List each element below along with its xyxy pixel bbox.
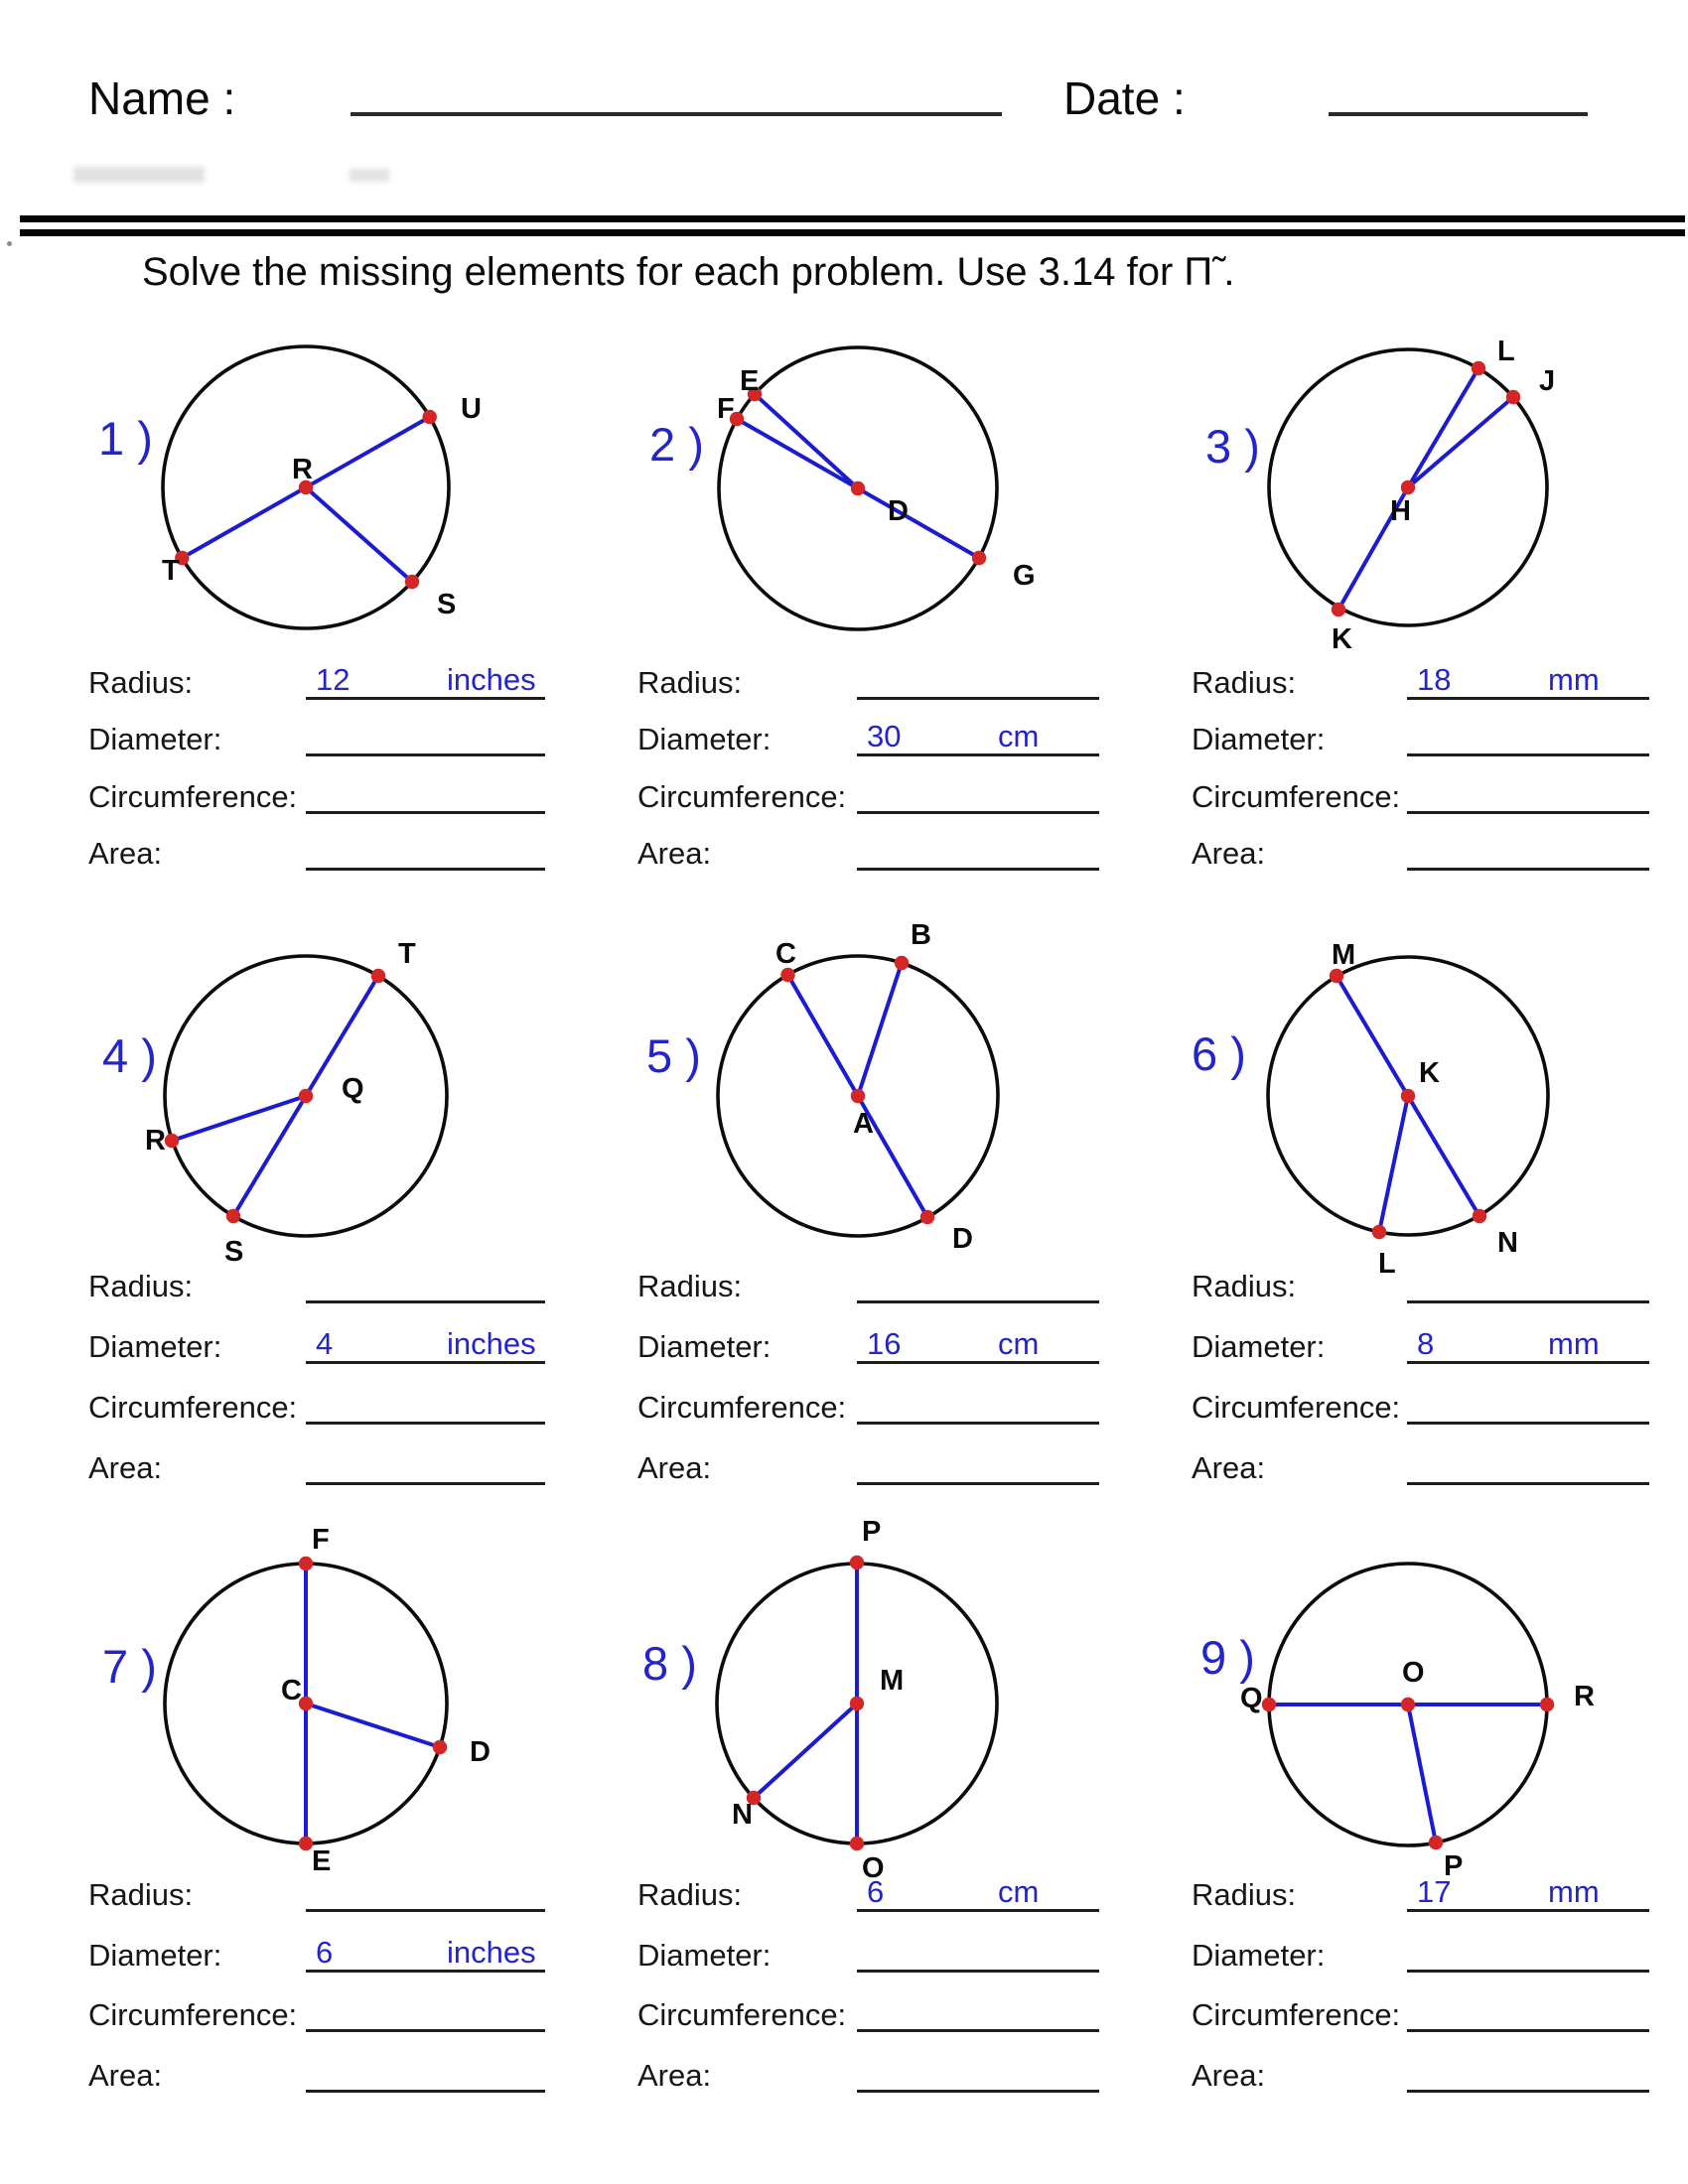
answer-line[interactable] (857, 868, 1099, 871)
radius-segment-line (788, 975, 859, 1096)
point-label: T (162, 555, 180, 587)
field-row (1192, 1990, 1649, 2032)
radius-segment-line (172, 1096, 306, 1141)
field-row (88, 1322, 545, 1364)
point-label: C (775, 938, 796, 970)
field-label: Radius: (1192, 1877, 1297, 1912)
field-label: Area: (88, 1450, 163, 1485)
field-row (1192, 1383, 1649, 1425)
point-label: G (1013, 560, 1036, 592)
answer-unit: cm (998, 1874, 1040, 1909)
field-label: Circumference: (88, 779, 298, 814)
field-row (637, 772, 1099, 814)
point-dot (850, 1837, 864, 1850)
point-dot (405, 575, 419, 589)
field-row (88, 1990, 545, 2032)
field-row (637, 1262, 1099, 1303)
point-dot (850, 1556, 864, 1570)
field-label: Area: (637, 1450, 712, 1485)
point-dot (920, 1210, 934, 1224)
radius-segment-line (1379, 1096, 1408, 1232)
answer-line[interactable] (306, 1361, 545, 1364)
point-dot (1506, 390, 1520, 404)
answer-unit: mm (1548, 1874, 1600, 1909)
point-dot (299, 1557, 313, 1570)
answer-line[interactable] (857, 1300, 1099, 1303)
answer-line[interactable] (1407, 811, 1649, 814)
field-label: Diameter: (637, 1329, 772, 1364)
point-dot (1473, 1209, 1486, 1223)
point-label: S (437, 589, 457, 620)
field-row (88, 715, 545, 756)
answer-unit: inches (447, 662, 536, 697)
field-label: Area: (1192, 1450, 1266, 1485)
radius-segment-line (306, 487, 412, 582)
point-dot (1332, 603, 1345, 616)
answer-line[interactable] (1407, 1422, 1649, 1425)
point-label: J (1539, 365, 1556, 397)
point-dot (895, 956, 909, 970)
problem-number: 4 ) (102, 1029, 157, 1082)
answer-line[interactable] (1407, 1970, 1649, 1973)
radius-segment-line (755, 394, 858, 488)
field-row (1192, 1322, 1649, 1364)
point-dot (165, 1134, 179, 1148)
problem-number: 5 ) (646, 1029, 701, 1082)
problem-number: 6 ) (1192, 1027, 1246, 1080)
point-label: E (312, 1845, 332, 1877)
field-row (637, 2051, 1099, 2093)
field-row (637, 658, 1099, 700)
point-label: Q (1240, 1683, 1263, 1714)
point-label: P (862, 1516, 882, 1548)
point-dot (1262, 1698, 1276, 1711)
answer-line[interactable] (306, 1970, 545, 1973)
point-dot (433, 1740, 447, 1754)
field-row (88, 829, 545, 871)
radius-segment-line (754, 1704, 857, 1798)
point-label: O (1402, 1657, 1425, 1689)
answer-line[interactable] (1407, 1909, 1649, 1912)
field-label: Radius: (637, 665, 743, 700)
answer-line[interactable] (857, 697, 1099, 700)
answer-line[interactable] (1407, 1361, 1649, 1364)
point-dot (1401, 480, 1415, 494)
point-dot (1429, 1836, 1443, 1849)
answer-line[interactable] (1407, 2090, 1649, 2093)
answer-unit: inches (447, 1326, 536, 1361)
point-dot (851, 1089, 865, 1103)
problem-number: 1 ) (98, 412, 153, 465)
point-label: N (732, 1799, 753, 1831)
field-row (88, 1262, 545, 1303)
point-label: H (1390, 495, 1411, 527)
problem-number: 8 ) (642, 1637, 697, 1690)
point-label: K (1419, 1057, 1440, 1089)
field-row (637, 829, 1099, 871)
point-label: D (952, 1223, 973, 1255)
date-label: Date : (1063, 72, 1186, 124)
field-label: Radius: (88, 1877, 194, 1912)
field-row (637, 1322, 1099, 1364)
point-dot (423, 410, 437, 424)
answer-line[interactable] (306, 868, 545, 871)
point-label: U (461, 393, 482, 425)
field-row (1192, 1931, 1649, 1973)
answer-value: 16 (867, 1326, 902, 1361)
point-label: D (470, 1736, 491, 1768)
point-dot (226, 1209, 240, 1223)
problem-number: 7 ) (102, 1640, 157, 1693)
field-row (88, 1443, 545, 1485)
field-row (637, 1443, 1099, 1485)
field-row (637, 1931, 1099, 1973)
field-label: Area: (1192, 836, 1266, 871)
answer-line[interactable] (306, 1300, 545, 1303)
answer-line[interactable] (306, 697, 545, 700)
answer-line[interactable] (1407, 868, 1649, 871)
point-label: T (398, 938, 416, 970)
answer-unit: mm (1548, 1326, 1600, 1361)
field-label: Circumference: (637, 1390, 847, 1425)
field-row (88, 1870, 545, 1912)
radius-segment-line (306, 1704, 440, 1747)
field-label: Diameter: (1192, 1938, 1326, 1973)
answer-line[interactable] (1407, 753, 1649, 756)
point-dot (972, 551, 986, 565)
field-row (637, 715, 1099, 756)
field-label: Diameter: (637, 1938, 772, 1973)
field-label: Circumference: (637, 1997, 847, 2032)
field-row (1192, 2051, 1649, 2093)
answer-line[interactable] (857, 2090, 1099, 2093)
point-label: M (1332, 939, 1356, 971)
field-row (1192, 1443, 1649, 1485)
answer-line[interactable] (857, 1361, 1099, 1364)
answer-line[interactable] (306, 1909, 545, 1912)
field-label: Diameter: (637, 722, 772, 756)
answer-line[interactable] (306, 1422, 545, 1425)
field-row (88, 1383, 545, 1425)
field-row (1192, 829, 1649, 871)
problem-number: 9 ) (1200, 1631, 1255, 1684)
field-label: Area: (1192, 2058, 1266, 2093)
answer-line[interactable] (857, 1482, 1099, 1485)
point-label: M (880, 1665, 905, 1697)
field-row (88, 1931, 545, 1973)
answer-unit: mm (1548, 662, 1600, 697)
field-label: Radius: (88, 1269, 194, 1303)
point-label: N (1497, 1227, 1518, 1259)
field-label: Diameter: (1192, 1329, 1326, 1364)
answer-line[interactable] (306, 1482, 545, 1485)
point-label: O (862, 1852, 885, 1884)
point-dot (1401, 1698, 1415, 1711)
point-dot (299, 1089, 313, 1103)
field-row (1192, 772, 1649, 814)
field-label: Circumference: (1192, 779, 1401, 814)
point-label: B (911, 919, 931, 951)
point-dot (851, 481, 865, 495)
problem-number: 2 ) (649, 418, 704, 471)
point-label: C (281, 1675, 302, 1706)
field-label: Circumference: (88, 1390, 298, 1425)
answer-unit: cm (998, 719, 1040, 753)
field-row (88, 2051, 545, 2093)
answer-unit: cm (998, 1326, 1040, 1361)
answer-value: 6 (316, 1935, 334, 1970)
point-label: L (1378, 1248, 1396, 1280)
field-row (1192, 1262, 1649, 1303)
point-dot (1472, 361, 1485, 375)
field-label: Radius: (88, 665, 194, 700)
field-label: Diameter: (88, 1938, 222, 1973)
point-label: E (740, 365, 760, 397)
answer-line[interactable] (1407, 2029, 1649, 2032)
answer-line[interactable] (1407, 697, 1649, 700)
answer-value: 18 (1417, 662, 1452, 697)
field-row (637, 1990, 1099, 2032)
point-label: F (312, 1524, 330, 1556)
problem-number: 3 ) (1205, 420, 1260, 473)
point-label: R (145, 1125, 166, 1157)
field-label: Radius: (637, 1877, 743, 1912)
field-label: Diameter: (88, 722, 222, 756)
point-label: P (1444, 1850, 1464, 1882)
field-label: Circumference: (1192, 1390, 1401, 1425)
point-label: K (1332, 623, 1352, 655)
field-label: Radius: (1192, 1269, 1297, 1303)
answer-line[interactable] (306, 811, 545, 814)
field-label: Radius: (637, 1269, 743, 1303)
answer-line[interactable] (306, 753, 545, 756)
point-label: R (292, 454, 313, 485)
field-label: Diameter: (1192, 722, 1326, 756)
answer-line[interactable] (1407, 1300, 1649, 1303)
radius-segment-line (1408, 397, 1513, 487)
field-label: Circumference: (637, 779, 847, 814)
field-row (1192, 658, 1649, 700)
answer-value: 12 (316, 662, 351, 697)
answer-line[interactable] (857, 753, 1099, 756)
field-label: Area: (637, 2058, 712, 2093)
answer-unit: inches (447, 1935, 536, 1970)
point-dot (371, 969, 385, 983)
field-row (637, 1383, 1099, 1425)
point-label: A (853, 1108, 874, 1140)
point-label: R (1574, 1681, 1595, 1712)
answer-value: 6 (867, 1874, 885, 1909)
field-label: Area: (88, 836, 163, 871)
point-dot (1540, 1698, 1554, 1711)
answer-line[interactable] (857, 1422, 1099, 1425)
answer-line[interactable] (306, 2090, 545, 2093)
point-label: L (1497, 336, 1515, 367)
instruction-suffix: . (1212, 250, 1235, 294)
answer-value: 4 (316, 1326, 334, 1361)
answer-line[interactable] (1407, 1482, 1649, 1485)
answer-line[interactable] (857, 1909, 1099, 1912)
field-row (88, 658, 545, 700)
point-label: D (888, 495, 909, 527)
point-label: Q (342, 1073, 364, 1105)
field-label: Circumference: (1192, 1997, 1401, 2032)
field-label: Circumference: (88, 1997, 298, 2032)
answer-line[interactable] (857, 1970, 1099, 1973)
point-label: F (717, 393, 735, 425)
field-label: Area: (88, 2058, 163, 2093)
pi-symbol: Π̃ (1184, 250, 1213, 294)
point-label: S (224, 1236, 244, 1268)
field-row (88, 772, 545, 814)
radius-segment-line (1408, 368, 1478, 487)
field-label: Radius: (1192, 665, 1297, 700)
name-label: Name : (88, 72, 236, 124)
answer-value: 8 (1417, 1326, 1435, 1361)
answer-line[interactable] (306, 2029, 545, 2032)
answer-line[interactable] (857, 811, 1099, 814)
field-label: Area: (637, 836, 712, 871)
point-dot (850, 1697, 864, 1710)
field-row (1192, 1870, 1649, 1912)
field-row (1192, 715, 1649, 756)
radius-segment-line (858, 963, 902, 1096)
answer-value: 17 (1417, 1874, 1452, 1909)
radius-segment-line (1408, 1705, 1436, 1843)
instruction-prefix: Solve the missing elements for each problem. Use 3.14 for (142, 250, 1185, 294)
field-row (637, 1870, 1099, 1912)
answer-line[interactable] (857, 2029, 1099, 2032)
field-label: Diameter: (88, 1329, 222, 1364)
point-dot (1401, 1089, 1415, 1103)
point-dot (1372, 1225, 1386, 1239)
answer-value: 30 (867, 719, 902, 753)
